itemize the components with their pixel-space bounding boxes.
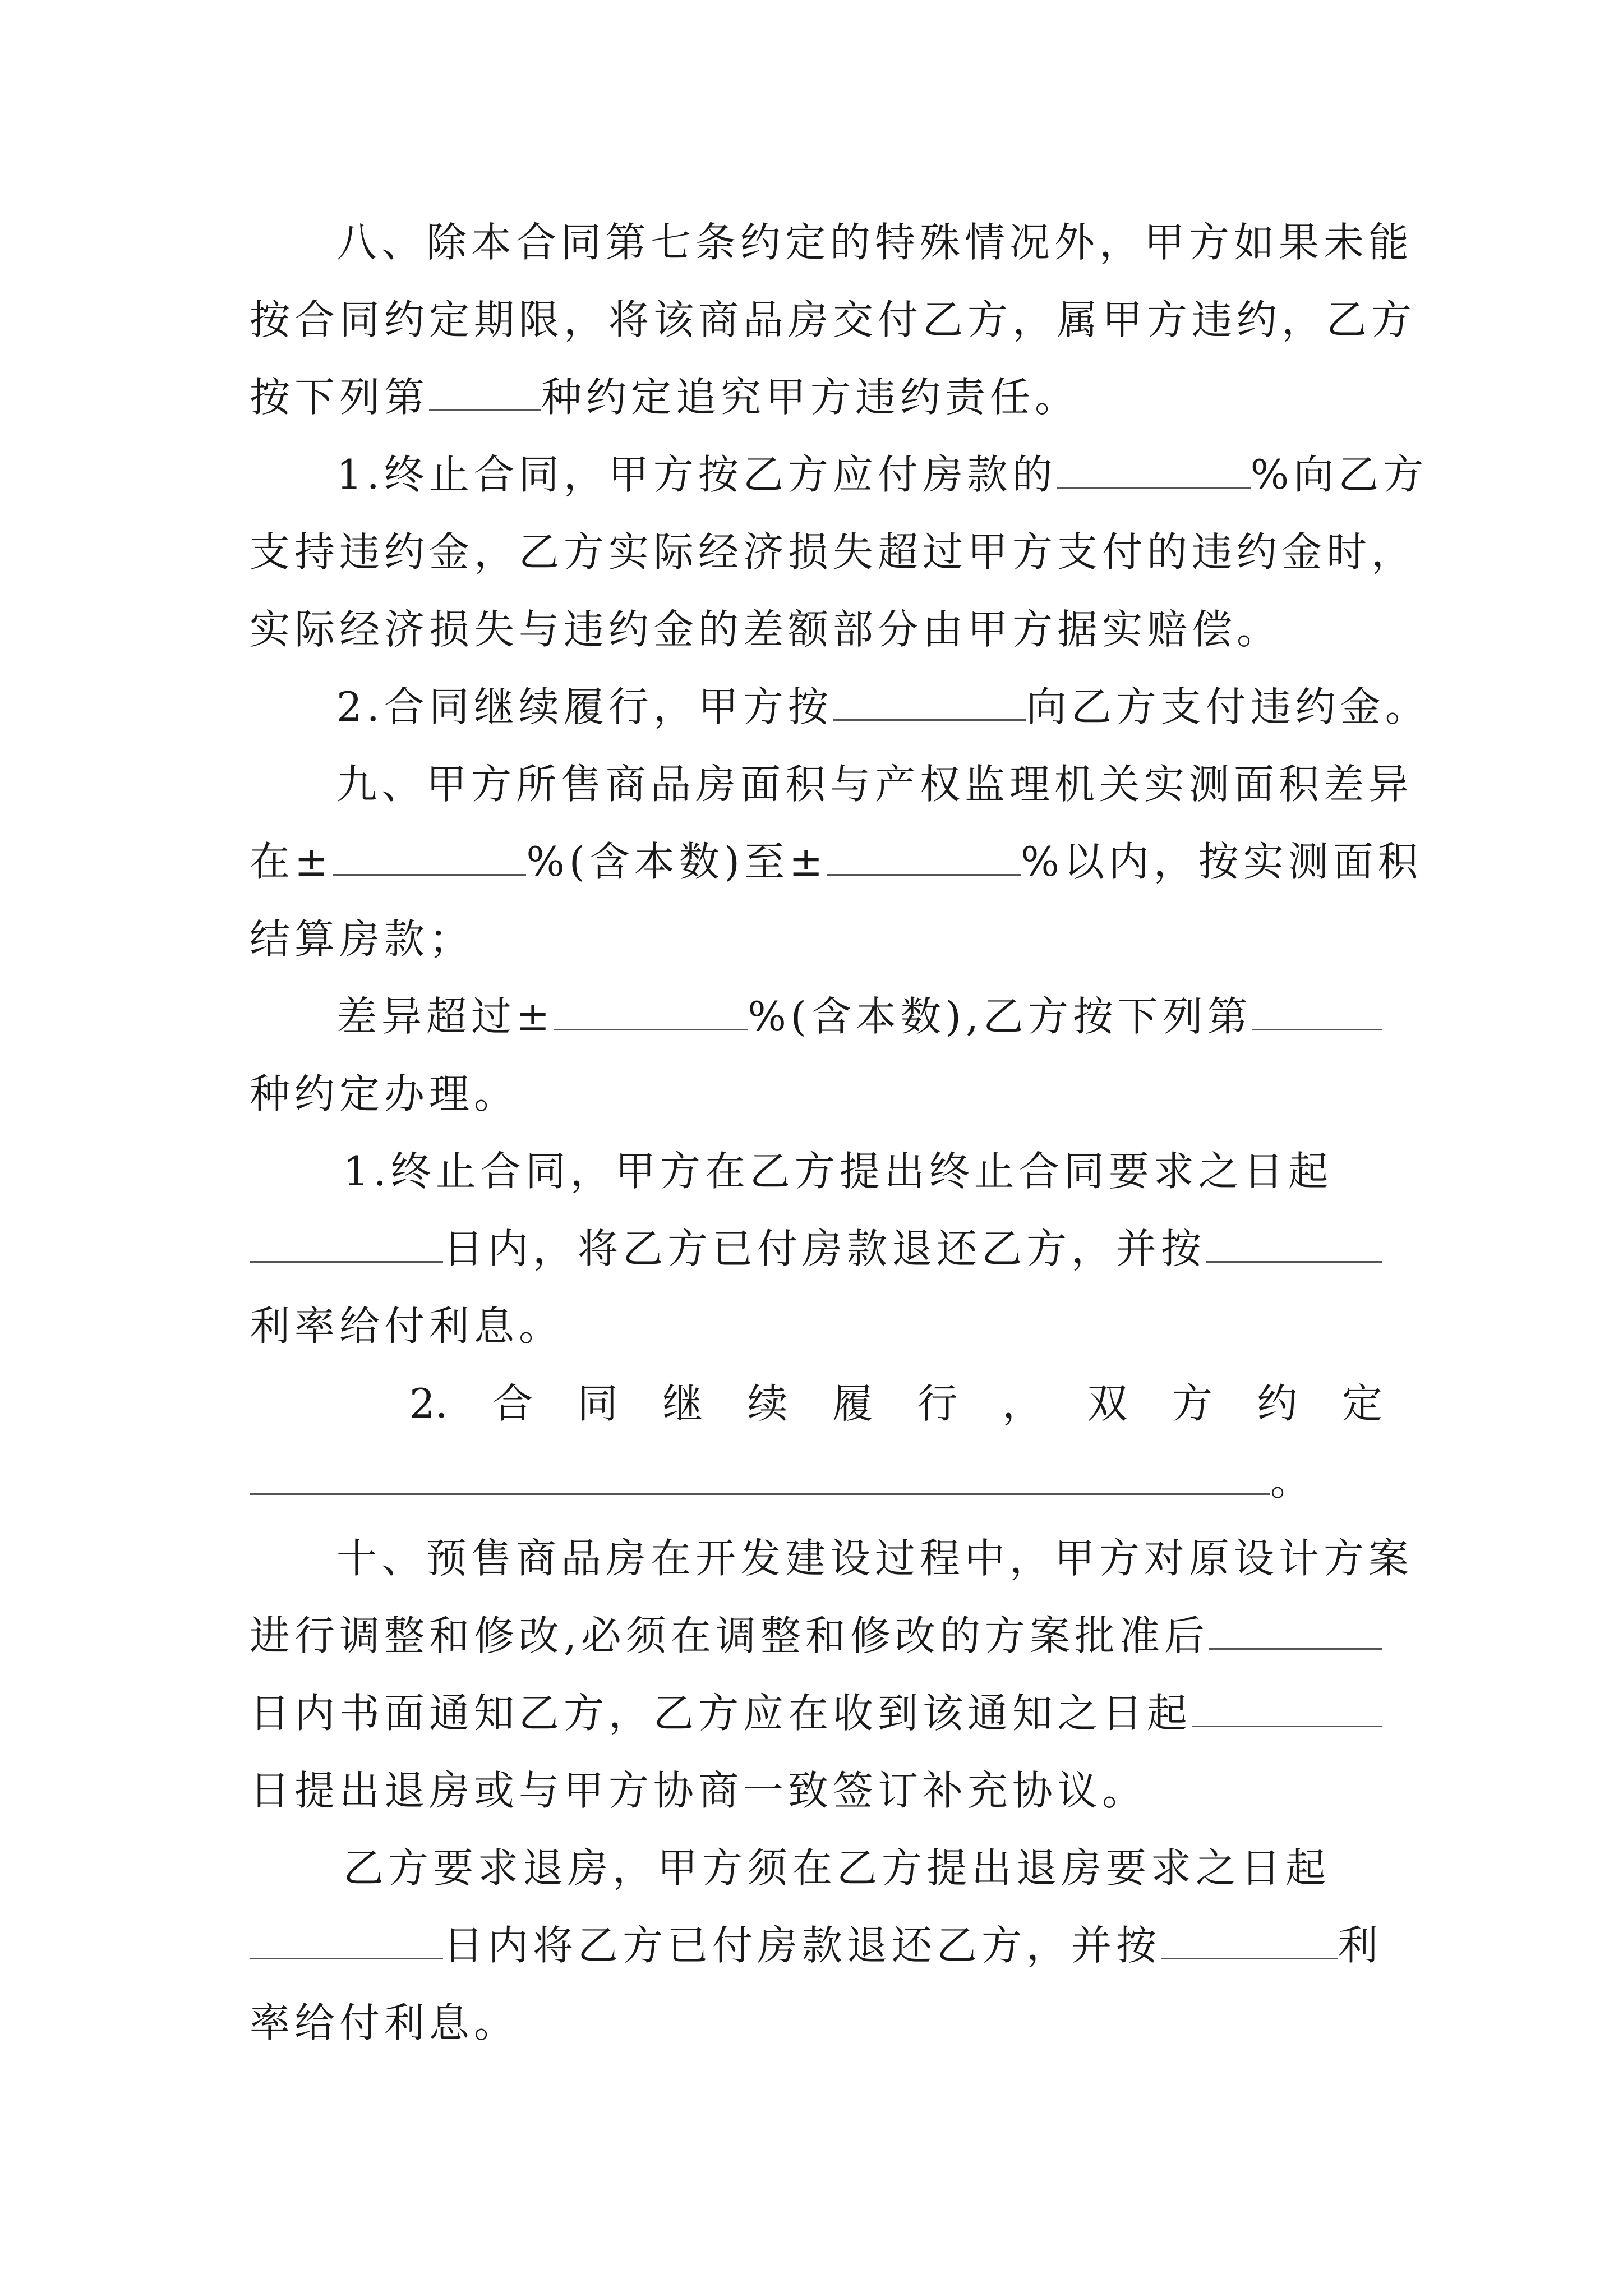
fill-blank[interactable]	[1209, 1613, 1382, 1650]
section9-item2-char: 约	[1257, 1380, 1298, 1427]
section9-line2	[250, 828, 1423, 895]
section8-text: 八、除本合同第七条约定的特殊情况外，甲方如果未能	[336, 219, 1414, 266]
section9-item2-text: 。	[1270, 1457, 1316, 1504]
section10-line3	[250, 1680, 1382, 1747]
section9-text: %(含本数),乙方按下列第	[748, 993, 1252, 1040]
section9-text: %(含本数)至±	[526, 838, 828, 885]
fill-blank[interactable]	[250, 1226, 443, 1263]
fill-blank[interactable]	[827, 839, 1021, 876]
section10-text: 日提出退房或与甲方协商一致签订补充协议。	[250, 1767, 1147, 1814]
section8-line2	[250, 286, 1417, 353]
section8-item2-text: 2.合同继续履行，甲方按	[336, 683, 833, 730]
section9-item1-text: 日内，将乙方已付房款退还乙方，并按	[443, 1225, 1206, 1272]
section8-item2-text: 向乙方支付违约金。	[1026, 683, 1430, 730]
section9-item2-char: 同	[577, 1380, 618, 1427]
section9-text: %以内，按实测面积	[1021, 838, 1423, 885]
section10-text: 日内书面通知乙方，乙方应在收到该通知之日起	[250, 1690, 1192, 1737]
section9-item1-line3	[250, 1292, 1382, 1360]
section8-line3	[250, 364, 1382, 431]
section8-item2-line1	[336, 673, 1430, 740]
section10-text: 率给付利息。	[250, 1999, 519, 2046]
section8-line1	[336, 209, 1414, 276]
section9-line3	[250, 905, 1382, 973]
fill-blank[interactable]	[833, 684, 1026, 721]
section10-text: 进行调整和修改,必须在调整和修改的方案批准后	[250, 1612, 1209, 1659]
section10-para2-line1	[343, 1834, 1382, 1902]
section9-text: 在±	[250, 838, 333, 885]
section8-item1-line3	[250, 596, 1382, 663]
fill-blank[interactable]	[1252, 994, 1382, 1030]
section10-text: 十、预售商品房在开发建设过程中，甲方对原设计方案	[336, 1535, 1414, 1582]
section9-item2-char: 行	[917, 1380, 958, 1427]
section9-text: 九、甲方所售商品房面积与产权监理机关实测面积差异	[336, 761, 1414, 808]
section9-text: 种约定办理。	[250, 1070, 519, 1117]
section9-item1-line1	[343, 1138, 1382, 1205]
section8-text: 种约定追究甲方违约责任。	[541, 374, 1080, 421]
section8-item1-text: 实际经济损失与违约金的差额部分由甲方据实赔偿。	[250, 606, 1282, 653]
section8-item1-text: 支持违约金，乙方实际经济损失超过甲方支付的违约金时，	[250, 528, 1417, 576]
section9-item2-char: 定	[1341, 1380, 1382, 1427]
section9-item2-char: 继	[662, 1380, 703, 1427]
fill-blank[interactable]	[429, 375, 541, 411]
section9-line4	[336, 983, 1382, 1050]
section9-item1-line2	[250, 1215, 1382, 1282]
fill-blank[interactable]	[250, 1923, 443, 1959]
section8-text: 按下列第	[250, 374, 430, 421]
section8-item1-text: %向乙方	[1250, 451, 1428, 498]
section10-text: 日内将乙方已付房款退还乙方，并按	[443, 1922, 1161, 1969]
section9-item2-char: ，	[1002, 1380, 1043, 1427]
section8-text: 按合同约定期限，将该商品房交付乙方，属甲方违约，乙方	[250, 296, 1417, 343]
section9-item2-line2	[250, 1447, 1382, 1515]
section9-item1-text: 1.终止合同，甲方在乙方提出终止合同要求之日起	[343, 1148, 1333, 1195]
fill-blank[interactable]	[1161, 1923, 1338, 1959]
section9-item2-char: 合	[492, 1380, 533, 1427]
section10-line1	[336, 1525, 1414, 1592]
section10-line2	[250, 1602, 1382, 1669]
section9-line1	[336, 751, 1414, 818]
section9-item1-text: 利率给付利息。	[250, 1303, 564, 1350]
section9-line5	[250, 1060, 1382, 1128]
fill-blank[interactable]	[1057, 452, 1251, 489]
section9-item2-char: 2.	[409, 1380, 448, 1427]
section9-item2-char: 双	[1087, 1380, 1128, 1427]
section10-line4	[250, 1757, 1382, 1824]
fill-blank[interactable]	[554, 994, 748, 1030]
section8-item1-text: 1.终止合同，甲方按乙方应付房款的	[336, 451, 1057, 498]
section10-para2-line2	[250, 1912, 1382, 1979]
section10-para2-line3	[250, 1989, 1382, 2056]
fill-blank[interactable]	[1206, 1226, 1382, 1263]
section9-text: 差异超过±	[336, 993, 555, 1040]
section9-text: 结算房款；	[250, 915, 474, 963]
section10-text: 乙方要求退房，甲方须在乙方提出退房要求之日起	[343, 1844, 1331, 1892]
section8-item1-line1	[336, 441, 1428, 508]
fill-blank[interactable]	[250, 1458, 1270, 1495]
section9-item2-line1	[409, 1370, 1382, 1437]
fill-blank[interactable]	[333, 839, 526, 876]
section8-item1-line2	[250, 518, 1417, 586]
section9-item2-char: 续	[747, 1380, 788, 1427]
section9-item2-char: 履	[832, 1380, 873, 1427]
fill-blank[interactable]	[1192, 1691, 1382, 1727]
section10-text: 利	[1337, 1922, 1382, 1969]
section9-item2-char: 方	[1172, 1380, 1212, 1427]
